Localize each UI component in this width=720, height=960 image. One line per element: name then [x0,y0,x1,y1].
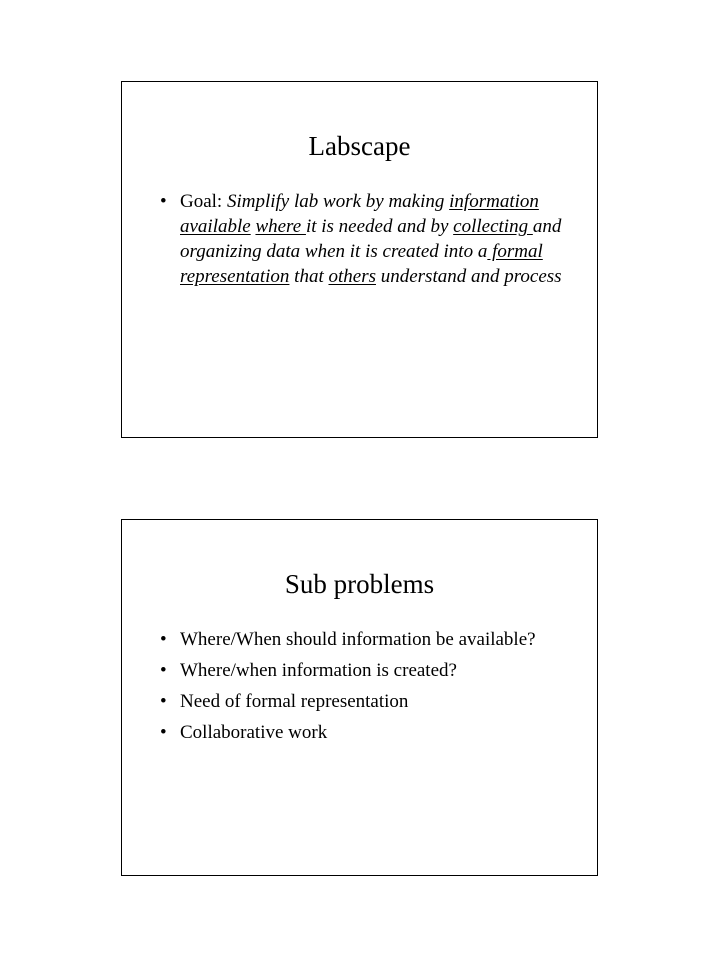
slide-title: Sub problems [284,569,435,599]
slide-sub-problems [121,519,598,876]
goal-segment-underlined: where [255,216,306,237]
goal-segment-underlined: others [328,266,376,287]
goal-segment: Simplify lab work by making [226,191,450,212]
bullet-text: Where/when information is created? [180,660,457,681]
slide-title: Labscape [308,131,411,161]
bullet-goal [158,189,568,289]
bullet-item [158,689,568,714]
bullet-text: Where/When should information be available? [180,629,536,650]
goal-segment: it is needed and by [305,216,454,237]
bullet-text: Collaborative work [180,722,328,743]
goal-segment-underlined: collecting [453,216,533,237]
bullet-marker: • [160,660,167,681]
bullet-item [158,627,568,652]
goal-statement [180,191,562,287]
goal-segment-underlined: formal representation [180,241,543,287]
bullet-item [158,720,568,745]
goal-segment: and organizing data when it is created into a [180,216,562,262]
slide-labscape [121,81,598,438]
bullet-item [158,658,568,683]
bullet-marker: • [160,191,167,212]
goal-segment: that [289,266,329,287]
bullet-marker: • [160,691,167,712]
bullet-text: Need of formal representation [180,691,409,712]
goal-segment: understand and process [375,266,562,287]
goal-label: Goal: [180,191,227,212]
goal-segment-underlined: information available [180,191,539,237]
goal-text [180,191,562,287]
bullet-marker: • [160,629,167,650]
bullet-marker: • [160,722,167,743]
bullet-list [158,627,568,751]
bullet-list [158,189,568,295]
